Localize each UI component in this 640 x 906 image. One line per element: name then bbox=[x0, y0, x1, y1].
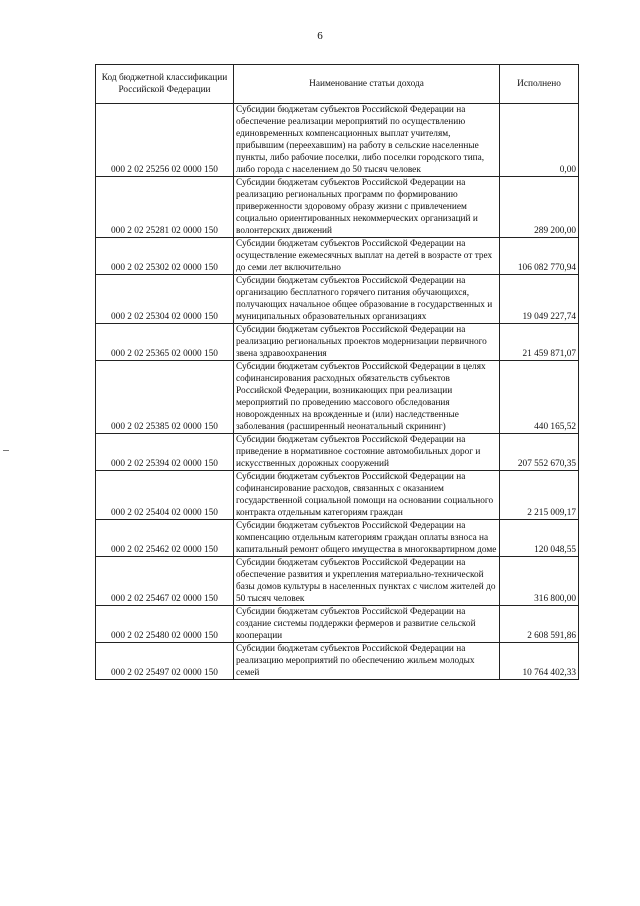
row-amount: 19 049 227,74 bbox=[500, 275, 579, 324]
row-code: 000 2 02 25480 02 0000 150 bbox=[96, 606, 234, 643]
table-row bbox=[96, 275, 579, 324]
row-amount: 207 552 670,35 bbox=[500, 434, 579, 471]
table-header-row bbox=[96, 65, 579, 104]
row-name: Субсидии бюджетам субъектов Российской Федерации на реализацию региональных проектов модернизации первичного звена здравоохранения bbox=[234, 324, 500, 361]
table-row bbox=[96, 557, 579, 606]
row-amount: 440 165,52 bbox=[500, 361, 579, 434]
page-number: 6 bbox=[317, 30, 323, 42]
table-row bbox=[96, 520, 579, 557]
table-row bbox=[96, 104, 579, 177]
row-name: Субсидии бюджетам субъектов Российской Федерации на приведение в нормативное состояние автомобильных дорог и искусственных дорожных сооружений bbox=[234, 434, 500, 471]
table-row bbox=[96, 606, 579, 643]
row-name: Субсидии бюджетам субъектов Российской Федерации на реализацию региональных программ по формированию приверженности здоровому образу жизни с привлечением социально ориентированных некоммерческих организаций и волонтерских движений bbox=[234, 177, 500, 238]
row-name: Субсидии бюджетам субъектов Российской Федерации на обеспечение реализации мероприятий по осуществлению единовременных компенсационных выплат учителям, прибывшим (переехавшим) на работу в сельские населенные пункты, либо рабочие поселки, либо поселки городского типа, либо города с населением до 50 тысяч человек bbox=[234, 104, 500, 177]
row-amount: 21 459 871,07 bbox=[500, 324, 579, 361]
row-name: Субсидии бюджетам субъектов Российской Федерации на создание системы поддержки фермеров и развитие сельской кооперации bbox=[234, 606, 500, 643]
header-code: Код бюджетной классификации Российской Федерации bbox=[96, 65, 234, 104]
row-amount: 316 800,00 bbox=[500, 557, 579, 606]
row-name: Субсидии бюджетам субъектов Российской Федерации на компенсацию отдельным категориям граждан оплаты взноса на капитальный ремонт общего имущества в многоквартирном доме bbox=[234, 520, 500, 557]
row-code: 000 2 02 25394 02 0000 150 bbox=[96, 434, 234, 471]
row-name: Субсидии бюджетам субъектов Российской Федерации на реализацию мероприятий по обеспечению жильем молодых семей bbox=[234, 643, 500, 680]
row-code: 000 2 02 25497 02 0000 150 bbox=[96, 643, 234, 680]
row-code: 000 2 02 25462 02 0000 150 bbox=[96, 520, 234, 557]
row-code: 000 2 02 25304 02 0000 150 bbox=[96, 275, 234, 324]
margin-mark bbox=[3, 450, 9, 451]
row-code: 000 2 02 25281 02 0000 150 bbox=[96, 177, 234, 238]
row-code: 000 2 02 25385 02 0000 150 bbox=[96, 361, 234, 434]
row-name: Субсидии бюджетам субъектов Российской Федерации на осуществление ежемесячных выплат на детей в возрасте от трех до семи лет включительно bbox=[234, 238, 500, 275]
row-amount: 106 082 770,94 bbox=[500, 238, 579, 275]
row-code: 000 2 02 25467 02 0000 150 bbox=[96, 557, 234, 606]
row-amount: 10 764 402,33 bbox=[500, 643, 579, 680]
header-name: Наименование статьи дохода bbox=[234, 65, 500, 104]
table-row bbox=[96, 643, 579, 680]
row-name: Субсидии бюджетам субъектов Российской Федерации в целях софинансирования расходных обязательств субъектов Российской Федерации, возникающих при реализации мероприятий по проведению массового обследования новорожденных на врожденные и (или) наследственные заболевания (расширенный неонатальный скрининг) bbox=[234, 361, 500, 434]
table-row bbox=[96, 177, 579, 238]
row-name: Субсидии бюджетам субъектов Российской Федерации на организацию бесплатного горячего питания обучающихся, получающих начальное общее образование в государственных и муниципальных образовательных организациях bbox=[234, 275, 500, 324]
row-code: 000 2 02 25365 02 0000 150 bbox=[96, 324, 234, 361]
table-row bbox=[96, 324, 579, 361]
row-code: 000 2 02 25404 02 0000 150 bbox=[96, 471, 234, 520]
row-amount: 289 200,00 bbox=[500, 177, 579, 238]
row-amount: 120 048,55 bbox=[500, 520, 579, 557]
table-row bbox=[96, 361, 579, 434]
row-code: 000 2 02 25256 02 0000 150 bbox=[96, 104, 234, 177]
row-name: Субсидии бюджетам субъектов Российской Федерации на обеспечение развития и укрепления материально-технической базы домов культуры в населенных пунктах с числом жителей до 50 тысяч человек bbox=[234, 557, 500, 606]
row-code: 000 2 02 25302 02 0000 150 bbox=[96, 238, 234, 275]
table-row bbox=[96, 238, 579, 275]
row-name: Субсидии бюджетам субъектов Российской Федерации на софинансирование расходов, связанных с оказанием государственной социальной помощи на основании социального контракта отдельным категориям граждан bbox=[234, 471, 500, 520]
row-amount: 2 608 591,86 bbox=[500, 606, 579, 643]
table-row bbox=[96, 434, 579, 471]
row-amount: 0,00 bbox=[500, 104, 579, 177]
row-amount: 2 215 009,17 bbox=[500, 471, 579, 520]
header-amount: Исполнено bbox=[500, 65, 579, 104]
revenue-table bbox=[95, 64, 579, 680]
table-row bbox=[96, 471, 579, 520]
